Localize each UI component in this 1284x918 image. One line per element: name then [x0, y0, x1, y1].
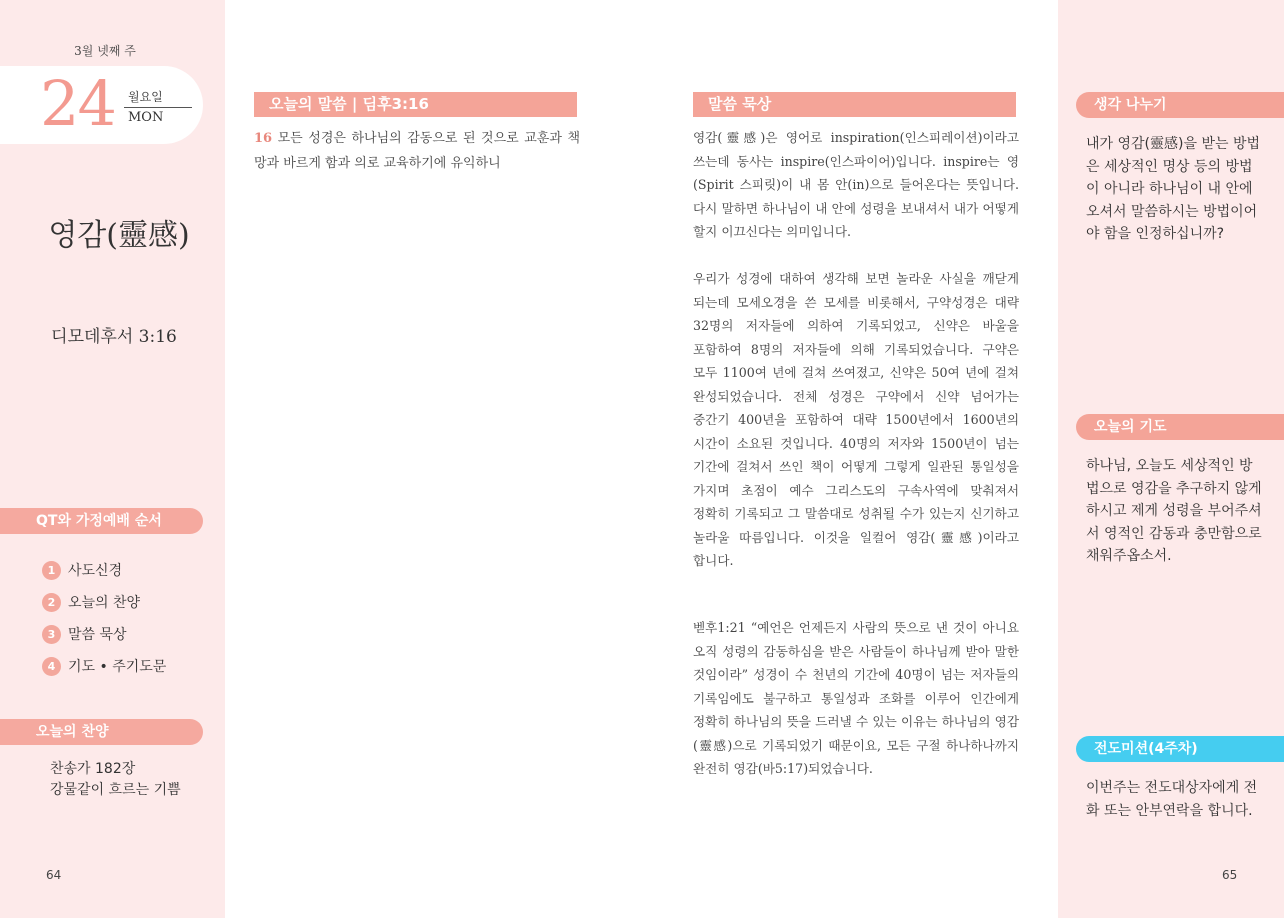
order-number-badge: 2 — [42, 593, 61, 612]
order-number-badge: 1 — [42, 561, 61, 580]
verse-header: 오늘의 말씀 | 딤후3:16 — [254, 92, 577, 117]
prayer-text: 하나님, 오늘도 세상적인 방법으로 영감을 추구하지 않게 하시고 제게 성령을 부어주셔서 영적인 감동과 충만함으로 채워주옵소서. — [1086, 458, 1262, 564]
order-item — [42, 618, 166, 650]
order-item — [42, 554, 166, 586]
day-english: MON — [128, 110, 164, 125]
order-item-label: 기도 • 주기도문 — [68, 659, 167, 675]
share-text: 내가 영감(靈感)을 받는 방법은 세상적인 명상 등의 방법이 아니라 하나님이 내 안에 오셔서 말씀하시는 방법이어야 함을 인정하십니까? — [1086, 136, 1260, 242]
mission-text: 이번주는 전도대상자에게 전화 또는 안부연락을 합니다. — [1086, 780, 1258, 819]
order-item-label: 오늘의 찬양 — [68, 595, 141, 611]
week-label: 3월 넷째 주 — [74, 44, 136, 58]
order-list — [42, 554, 166, 682]
meditation-paragraph: 벧후1:21 “예언은 언제든지 사람의 뜻으로 낸 것이 아니요 오직 성령의 감동하심을 받은 사람들이 하나님께 받아 말한 것임이라” 성경이 수 천년의 기간에 40명이 넘는 저자들의 기록임에도 불구하고 통일성과 조화를 이루어 인간에게 정확히 하나님의 뜻을 드러낼 수 있는 이유는 하나님의 영감(靈感)으로 기록되었기 때문이요, 모든 구절 하나하나까지 완전히 영감(바5:17)되었습니다. — [693, 620, 1019, 776]
hymn-header: 오늘의 찬양 — [0, 719, 203, 745]
page-number-right: 65 — [1222, 868, 1238, 882]
day-number: 24 — [40, 67, 115, 140]
share-header: 생각 나누기 — [1076, 92, 1284, 118]
order-item — [42, 650, 166, 682]
day-korean: 월요일 — [128, 90, 163, 104]
page-number-left: 64 — [46, 868, 62, 882]
page-title: 영감(靈感) — [48, 218, 190, 253]
verse-body: 모든 성경은 하나님의 감동으로 된 것으로 교훈과 책망과 바르게 함과 의로 교육하기에 유익하니 — [254, 131, 580, 171]
hymn-title: 강물같이 흐르는 기쁨 — [50, 782, 181, 798]
date-divider — [124, 107, 192, 108]
order-header: QT와 가정예배 순서 — [0, 508, 203, 534]
mission-header: 전도미션(4주차) — [1076, 736, 1284, 762]
meditation-paragraph: 우리가 성경에 대하여 생각해 보면 놀라운 사실을 깨닫게 되는데 모세오경을 쓴 모세를 비롯해서, 구약성경은 대략 32명의 저자들에 의하여 기록되었고, 신약은 바울을 포함하여 8명의 저자들에 의해 기록되었습니다. 구약은 모두 1100여 년에 걸쳐 쓰여졌고, 신약은 50여 년에 걸쳐 완성되었습니다. 전체 성경은 구약에서 신약 넘어가는 중간기 400년을 포함하여 대략 1500년에서 1600년의 시간이 소요된 것입니다. 40명의 저자와 1500년이 넘는 기간에 걸쳐서 쓰인 책이 어떻게 그렇게 일관된 통일성을 가지며 초점이 예수 그리스도의 구속사역에 맞춰져서 정확히 기록되고 그 말씀대로 성취될 수가 있는지 신기하고 놀라울 따름입니다. 이것을 일컬어 영감(靈感)이라고 합니다. — [693, 271, 1019, 568]
scripture-reference: 디모데후서 3:16 — [51, 327, 177, 347]
order-item-label: 사도신경 — [68, 563, 123, 579]
order-item — [42, 586, 166, 618]
hymn-number: 찬송가 182장 — [50, 761, 136, 777]
order-number-badge: 3 — [42, 625, 61, 644]
verse-text — [254, 126, 580, 176]
verse-number: 16 — [254, 131, 273, 146]
meditation-paragraph: 영감(靈感)은 영어로 inspiration(인스피레이션)이라고 쓰는데 동사는 inspire(인스파이어)입니다. inspire는 영(Spirit 스피릿)이 내 몸 안(in)으로 들어온다는 뜻입니다. 다시 말하면 하나님이 내 안에 성령을 보내셔서 내가 어떻게 할지 이끄신다는 의미입니다. — [693, 130, 1019, 239]
meditation-header: 말씀 묵상 — [693, 92, 1016, 117]
prayer-header: 오늘의 기도 — [1076, 414, 1284, 440]
order-item-label: 말씀 묵상 — [68, 627, 127, 643]
order-number-badge: 4 — [42, 657, 61, 676]
